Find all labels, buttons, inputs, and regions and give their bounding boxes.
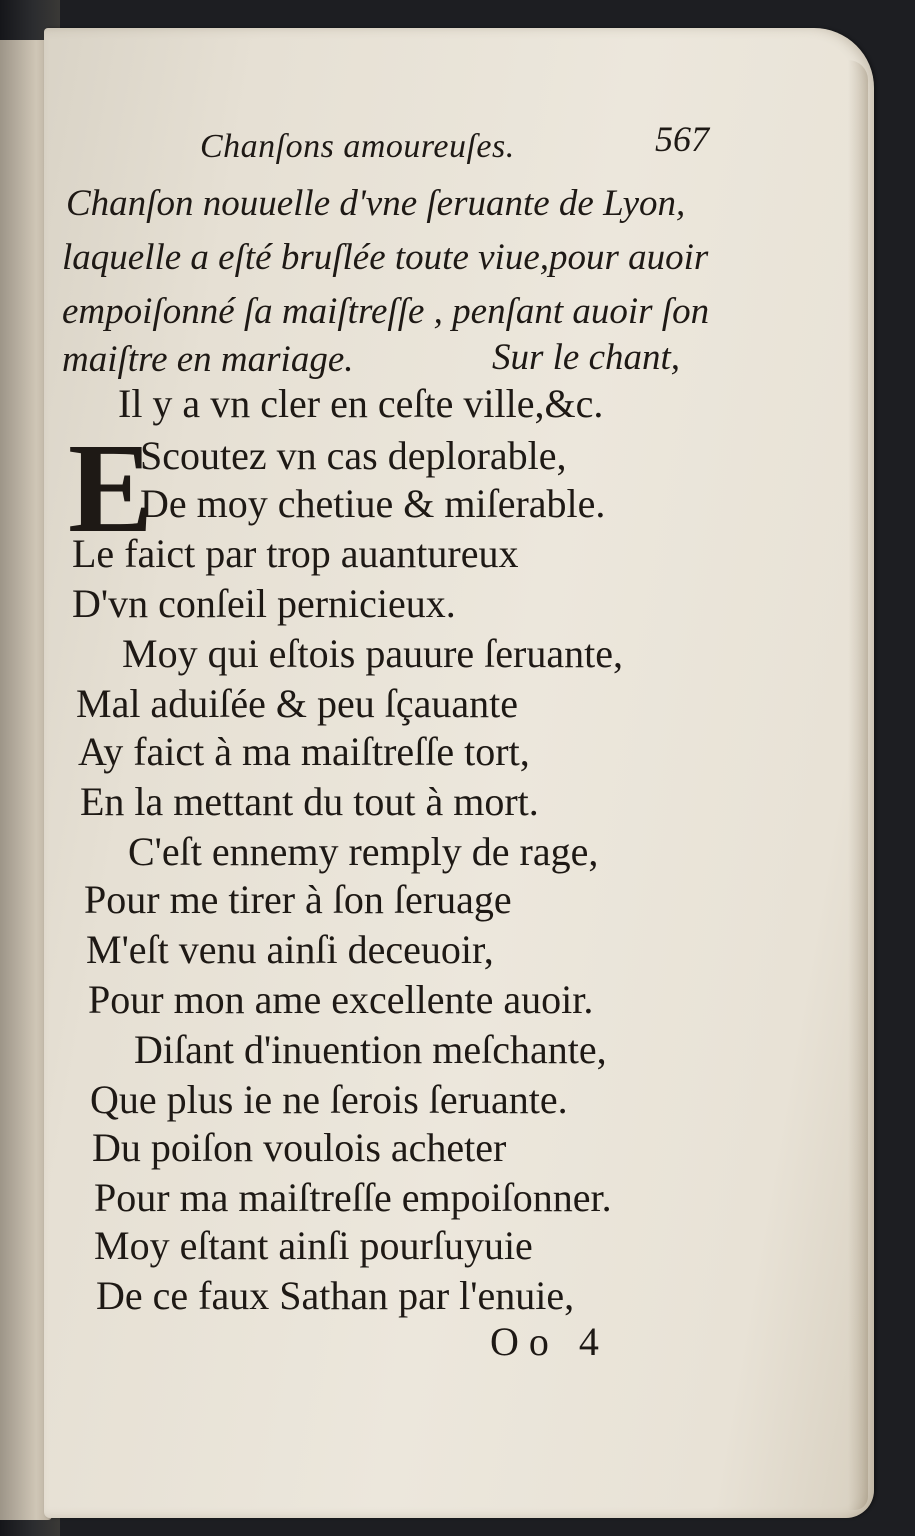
running-title: Chanſons amoureuſes. — [200, 128, 515, 165]
verse-line: D'vn conſeil pernicieux. — [72, 581, 456, 626]
verse-line: En la mettant du tout à mort. — [80, 779, 539, 824]
verse-line: Pour mon ame excellente auoir. — [88, 977, 594, 1022]
title-line-3: empoiſonné ſa maiſtreſſe , penſant auoir ſon — [62, 291, 710, 332]
verse-line: De moy chetiue & miſerable. — [140, 481, 606, 526]
verse-line: Moy eſtant ainſi pourſuyuie — [94, 1223, 533, 1268]
drop-cap-initial: E — [68, 417, 154, 559]
verse-line: De ce faux Sathan par l'enuie, — [96, 1273, 575, 1318]
verse-line: C'eſt ennemy remply de rage, — [128, 829, 599, 874]
verse-line: Du poiſon voulois acheter — [92, 1125, 507, 1170]
signature-mark: Oo 4 — [490, 1319, 609, 1364]
verse-line: Mal aduiſée & peu ſçauante — [76, 681, 519, 726]
verse-line: M'eſt venu ainſi deceuoir, — [86, 927, 494, 972]
title-line-1: Chanſon nouuelle d'vne ſeruante de Lyon, — [66, 183, 686, 224]
verse-line: Le faict par trop auantureux — [72, 531, 519, 576]
verse-line: Diſant d'inuention meſchante, — [134, 1027, 607, 1072]
title-line-2: laquelle a eſté bruſlée toute viue,pour auoir — [62, 237, 709, 278]
verse-line: Pour ma maiſtreſſe empoiſonner. — [94, 1175, 612, 1220]
page-number: 567 — [655, 119, 709, 159]
verse-line: Ay faict à ma maiſtreſſe tort, — [78, 729, 530, 774]
verse-line: Que plus ie ne ſerois ſeruante. — [90, 1077, 568, 1122]
tune-label: Sur le chant, — [492, 337, 681, 378]
tune-line: Il y a vn cler en ceſte ville,&c. — [118, 381, 604, 426]
verse-line: Pour me tirer à ſon ſeruage — [84, 877, 512, 922]
title-line-4: maiſtre en mariage. — [62, 339, 354, 380]
verse-line: Scoutez vn cas deplorable, — [140, 433, 567, 478]
verse-line: Moy qui eſtois pauure ſeruante, — [122, 631, 623, 676]
